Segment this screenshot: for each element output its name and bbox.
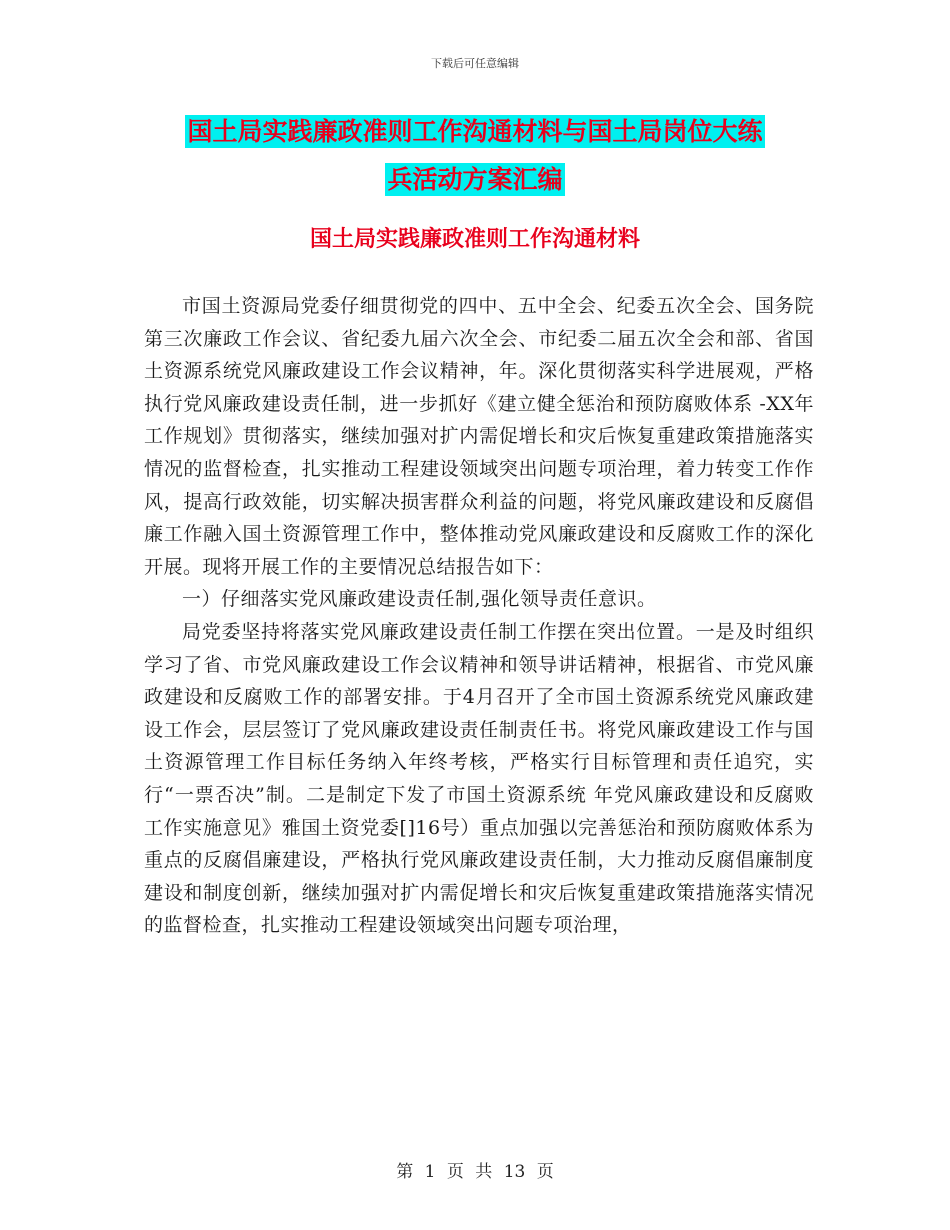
section-title: 国土局实践廉政准则工作沟通材料 — [309, 227, 640, 252]
paragraph-heading: 一）仔细落实党风廉政建设责任制,强化领导责任意识。 — [182, 588, 657, 611]
document-title-line-2: 兵活动方案汇编 — [387, 165, 563, 194]
paragraph: 局党委坚持将落实党风廉政建设责任制工作摆在突出位置。一是及时组织学习了省、市党风廉政建设工作会议精神和领导讲话精神，根据省、市党风廉政建设和反腐败工作的部署安排。于4月召开了全市国土资源系统党风廉政建设工作会，层层签订了党风廉政建设责任制责任书。将党风廉政建设工作与国土资源管理工作目标任务纳入年终考核，严格实行目标管理和责任追究，实行“一票否决”制。二是制定下发了市国土资源系统 年党风廉政建设和反腐败工作实施意见》雅国土资党委[]16号）重点加强以完善惩治和预防腐败体系为重点的反腐倡廉建设，严格执行党风廉政建设责任制，大力推动反腐倡廉制度建设和制度创新，继续加强对扩内需促增长和灾后恢复重建政策措施落实情况的监督检查，扎实推动工程建设领域突出问题专项治理， — [144, 620, 814, 937]
document-title-line-1: 国土局实践廉政准则工作沟通材料与国土局岗位大练 — [187, 117, 763, 146]
document-title — [100, 108, 850, 204]
body-text — [144, 290, 814, 942]
paragraph: 市国土资源局党委仔细贯彻党的四中、五中全会、纪委五次全会、国务院第三次廉政工作会议、省纪委九届六次全会、市纪委二届五次全会和部、省国土资源系统党风廉政建设工作会议精神，年。深化贯彻落实科学进展观，严格执行党风廉政建设责任制，进一步抓好《建立健全惩治和预防腐败体系 -XX年工作规划》贯彻落实，继续加强对扩内需促增长和灾后恢复重建政策措施落实情况的监督检查，扎实推动工程建设领域突出问题专项治理，着力转变工作作风，提高行政效能，切实解决损害群众利益的问题，将党风廉政建设和反腐倡廉工作融入国土资源管理工作中，整体推动党风廉政建设和反腐败工作的深化开展。现将开展工作的主要情况总结报告如下： — [144, 295, 814, 578]
header-note: 下载后可任意编辑 — [431, 57, 519, 70]
page-footer: 第 1 页 共 13 页 — [396, 1162, 554, 1182]
